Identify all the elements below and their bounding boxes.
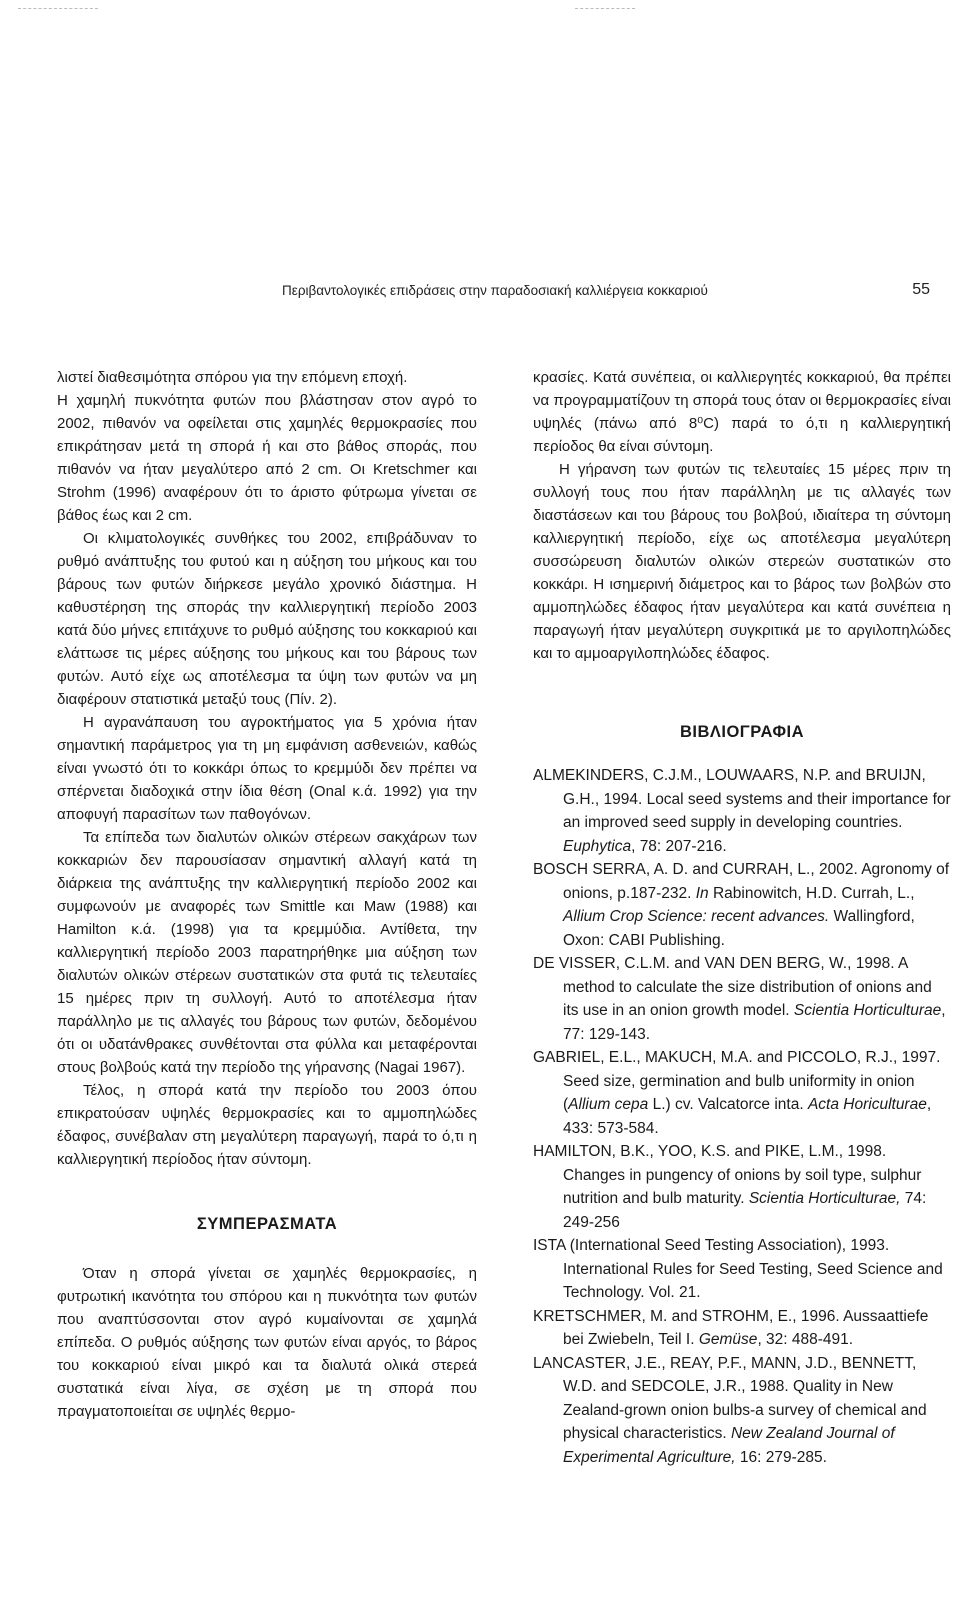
paragraph: Η αγρανάπαυση του αγροκτήματος για 5 χρόνια ήταν σημαντική παράμετρος για τη μη εμφάνιση ασθενειών, καθώς είναι γνωστό ότι το κοκκάρι όπως το κρεμμύδι δεν πρέπει να σπέρνεται διαδοχικά στην ίδια θέση (Onal κ.ά. 1992) για την αποφυγή παρασίτων των παθογόνων.: [57, 714, 477, 823]
reference-item: GABRIEL, E.L., MAKUCH, M.A. and PICCOLO, R.J., 1997. Seed size, germination and bulb uniformity in onion (Allium cepa L.) cv. Valcatorce inta. Acta Horiculturae, 433: 573-584.: [533, 1049, 941, 1137]
section-title-bibliography: ΒΙΒΛΙΟΓΡΑΦΙΑ: [679, 723, 805, 741]
right-column: [533, 366, 951, 1469]
reference-item: DE VISSER, C.L.M. and VAN DEN BERG, W., 1998. A method to calculate the size distribution of onions and its use in an onion growth model. Scientia Horticulturae, 77: 129-143.: [533, 955, 946, 1043]
reference-item: BOSCH SERRA, A. D. and CURRAH, L., 2002. Agronomy of onions, p.187-232. In Rabinowitch, H.D. Currah, L., Allium Crop Science: recent advances. Wallingford, Oxon: CABI Publishing.: [533, 861, 950, 949]
scan-mark: [18, 8, 98, 10]
left-column: [57, 366, 477, 1423]
paragraph: Η γήρανση των φυτών τις τελευταίες 15 μέρες πριν τη συλλογή τους που ήταν παράλληλη με τις αλλαγές των διαστάσεων και του βάρους του βολβού, ιδιαίτερα τη σύντομη καλλιεργητική περίοδο, είχε ως αποτέλεσμα μεγαλύτερη συσσώρευση διαλυτών ολικών στερεών συστατικών στο κοκκάρι. Η ισημερινή διάμετρος και το βάρος των βολβών στο αμμοπηλώδες έδαφος ήταν μεγαλύτερα και κατά συνέπεια η παραγωγή ήταν μεγαλύτερη συγκριτικά με το αργιλοπηλώδες και το αμμοαργιλοπηλώδες έδαφος.: [533, 461, 951, 662]
paragraph: Τέλος, η σπορά κατά την περίοδο του 2003 όπου επικρατούσαν υψηλές θερμοκρασίες και το αμμοπηλώδες έδαφος, συνέβαλαν στη μεγαλύτερη παραγωγή, παρά το ό,τι η καλλιεργητική περίοδος ήταν σύντομη.: [57, 1082, 477, 1168]
paragraph: Οι κλιματολογικές συνθήκες του 2002, επιβράδυναν το ρυθμό ανάπτυξης του φυτού και η αύξηση του μήκους και του βάρους των φυτών διήρκεσε μεγάλο χρονικό διάστημα. Η καθυστέρηση της σποράς την καλλιεργητική περίοδο 2003 κατά δύο μήνες επιτάχυνε το ρυθμό αύξησης του κοκκαριού και ελάττωσε τις μέρες αύξησης του μήκους και του βάρους των φυτών. Αυτό είχε ως αποτέλεσμα τα ύψη των φυτών να μη διαφέρουν στατιστικά μεταξύ τους (Πίν. 2).: [57, 530, 477, 708]
paragraph: λιστεί διαθεσιμότητα σπόρου για την επόμενη εποχή.: [57, 369, 408, 386]
section-title-conclusions: ΣΥΜΠΕΡΑΣΜΑΤΑ: [196, 1215, 338, 1233]
reference-item: KRETSCHMER, M. and STROHM, E., 1996. Aussaattiefe bei Zwiebeln, Teil I. Gemüse, 32: 488-491.: [533, 1307, 929, 1348]
reference-item: HAMILTON, B.K., YOO, K.S. and PIKE, L.M., 1998. Changes in pungency of onions by soil type, sulphur nutrition and bulb maturity. Scientia Horticulturae, 74: 249-256: [533, 1143, 927, 1231]
page-header: [60, 283, 930, 313]
reference-item: ISTA (International Seed Testing Association), 1993. International Rules for Seed Testing, Seed Science and Technology. Vol. 21.: [533, 1237, 943, 1301]
page-number: 55: [912, 281, 930, 298]
paragraph: Τα επίπεδα των διαλυτών ολικών στέρεων σακχάρων των κοκκαριών δεν παρουσίασαν σημαντική αλλαγή κατά τη διάρκεια της ανάπτυξης την καλλιεργητική περίοδο 2002 και συμφωνούν με αναφορές των Smittle και Maw (1988) και Hamilton κ.ά. (1998) για τα κρεμμύδια. Αντίθετα, την καλλιεργητική περίοδο 2003 παρατηρήθηκε μια αύξηση των διαλυτών ολικών στέρεων συστατικών στα φυτά τις τελευταίες 15 ημέρες πριν τη συλλογή. Αυτό το αποτέλεσμα ήταν παράλληλο με τις αλλαγές του βάρους των φυτών, δεδομένου ότι οι υδατάνθρακες συνθέτονται στα φύλλα και μεταφέρονται στους βολβούς κατά την περίοδο της γήρανσης (Nagai 1967).: [57, 829, 477, 1076]
reference-item: ALMEKINDERS, C.J.M., LOUWAARS, N.P. and BRUIJN, G.H., 1994. Local seed systems and their importance for an improved seed supply in developing countries. Euphytica, 78: 207-216.: [533, 767, 951, 855]
paragraph: Η χαμηλή πυκνότητα φυτών που βλάστησαν στον αγρό το 2002, πιθανόν να οφείλεται στις χαμηλές θερμοκρασίες που επικράτησαν μετά τη σπορά ή και στο βάθος σποράς, που πιθανόν να ήταν μεγαλύτερο από 2 cm. Οι Kretschmer και Strohm (1996) αναφέρουν ότι το άριστο φύτρωμα γίνεται σε βάθος έως και 2 cm.: [57, 392, 477, 524]
running-title: Περιβαντολογικές επιδράσεις στην παραδοσιακή καλλιέργεια κοκκαριού: [282, 283, 708, 298]
paragraph: κρασίες. Κατά συνέπεια, οι καλλιεργητές κοκκαριού, θα πρέπει να προγραμματίζουν τη σπορά τους όταν οι θερμοκρασίες είναι υψηλές (πάνω από 8⁰C) παρά το ό,τι η καλλιεργητική περίοδος θα είναι σύντομη.: [533, 369, 951, 455]
reference-item: LANCASTER, J.E., REAY, P.F., MANN, J.D., BENNETT, W.D. and SEDCOLE, J.R., 1988. Quality in New Zealand-grown onion bulbs-a survey of chemical and physical characteristics. New Zealand Journal of Experimental Agriculture, 16: 279-285.: [533, 1354, 927, 1466]
paragraph: Όταν η σπορά γίνεται σε χαμηλές θερμοκρασίες, η φυτρωτική ικανότητα του σπόρου και η πυκνότητα των φυτών που αναπτύσσονται στον αγρό κυμαίνονται σε χαμηλά επίπεδα. Ο ρυθμός αύξησης των φυτών είναι αργός, το βάρος του κοκκαριού είναι μικρό και τα διαλυτά ολικά στερεά συστατικά είναι λίγα, σε σχέση με τη σπορά που πραγματοποιείται σε υψηλές θερμο-: [57, 1265, 477, 1420]
scan-mark: [575, 8, 635, 10]
reference-list: [533, 764, 951, 1469]
